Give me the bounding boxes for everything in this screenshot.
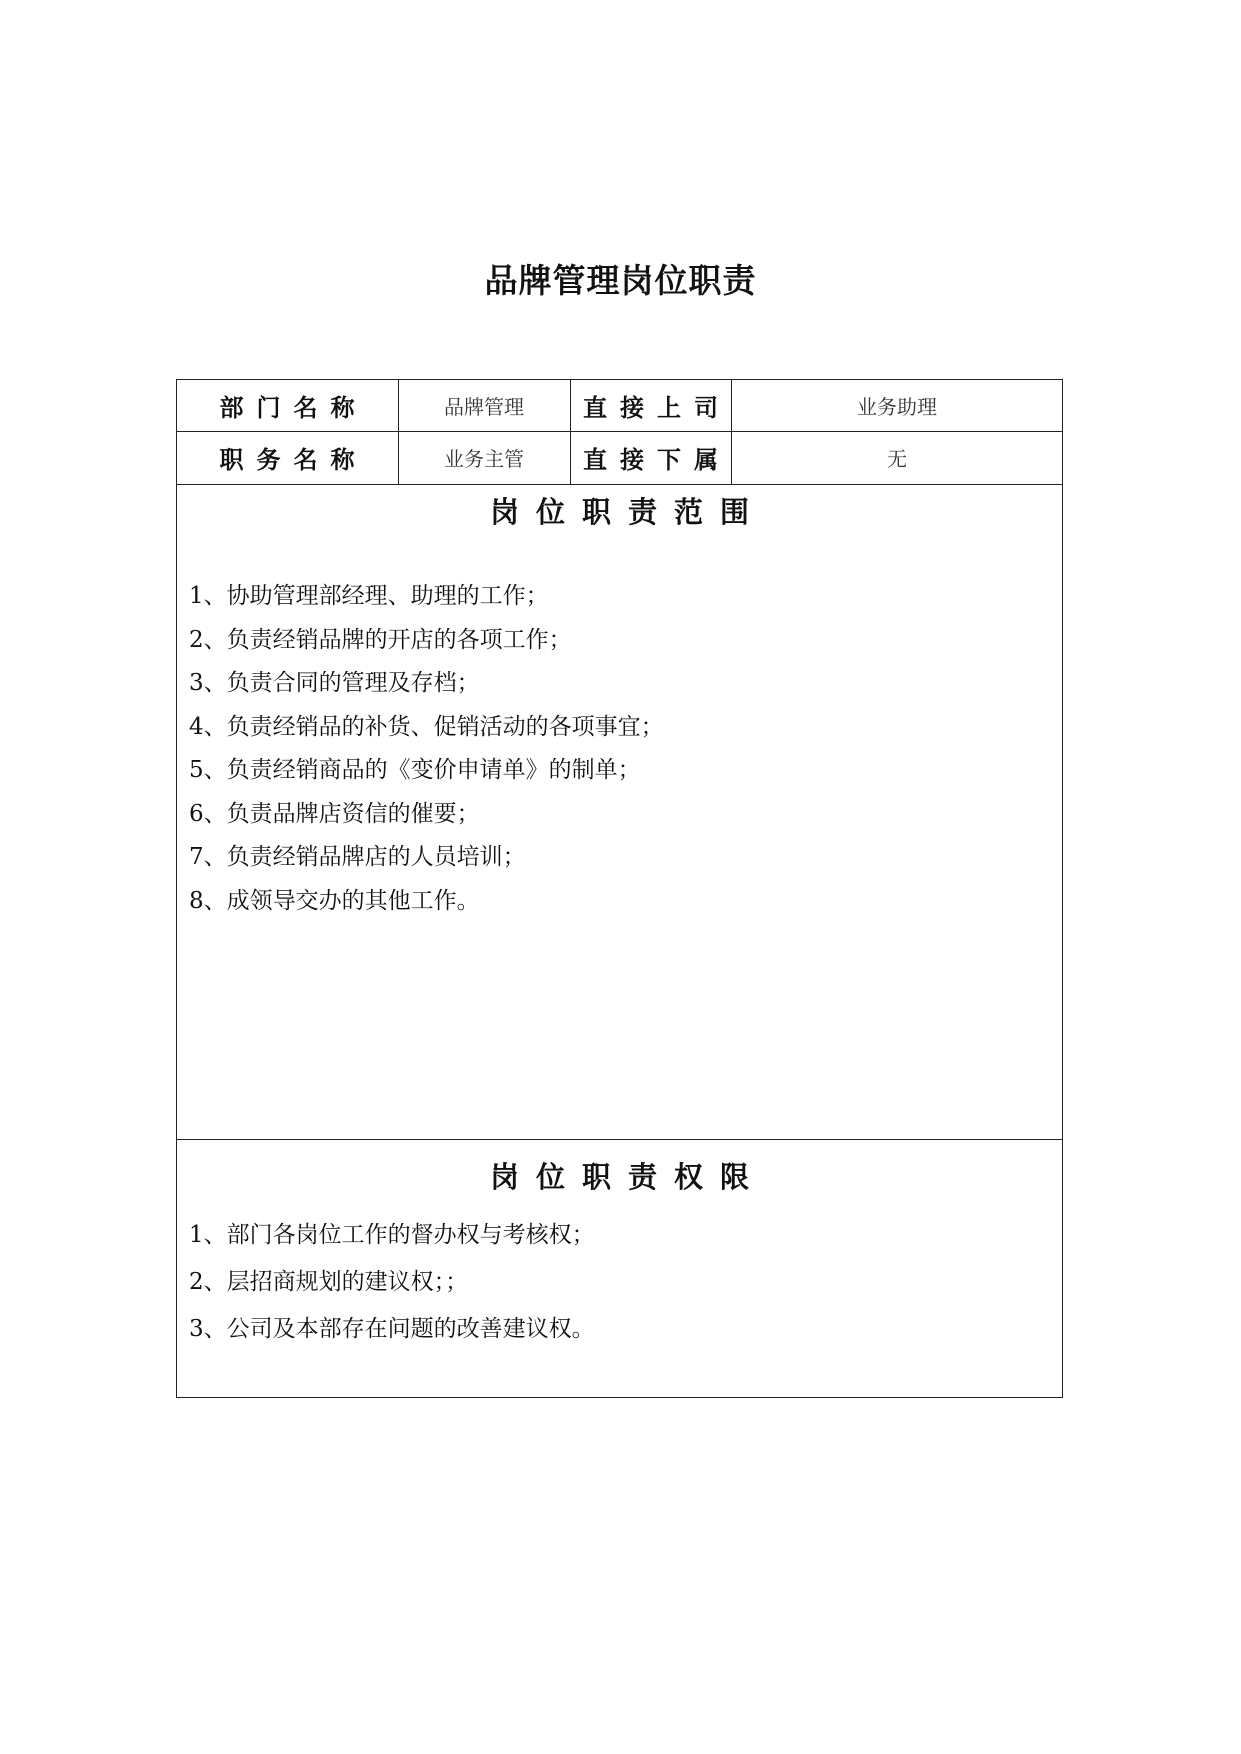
list-item: 4、负责经销品的补货、促销活动的各项事宜； [189,713,664,740]
responsibilities-heading: 岗位职责范围 [489,495,766,529]
direct-subordinate-value: 无 [887,447,907,471]
list-item: 2、层招商规划的建议权；； [189,1269,469,1295]
department-name-value: 品牌管理 [444,394,524,419]
authority-list [189,1212,595,1353]
direct-supervisor-label: 直接上司 [583,393,731,422]
row-divider [176,484,1063,485]
document-title: 品牌管理岗位职责 [484,261,757,300]
list-item: 2、负责经销品牌的开店的各项工作； [189,626,572,653]
list-item: 5、负责经销商品的《变价申请单》的制单； [189,757,641,783]
direct-supervisor-value: 业务助理 [857,394,937,419]
list-item: 1、部门各岗位工作的督办权与考核权； [189,1222,595,1248]
list-item: 7、负责经销品牌店的人员培训； [189,844,526,870]
list-item: 8、成领导交办的其他工作。 [189,887,480,914]
direct-subordinate-label: 直接下属 [583,446,731,474]
section-divider [176,1139,1063,1140]
position-name-value: 业务主管 [444,447,524,471]
authority-heading: 岗位职责权限 [489,1160,766,1194]
responsibilities-list [189,575,664,923]
list-item: 1、协助管理部经理、助理的工作； [189,583,549,609]
list-item: 3、公司及本部存在问题的改善建议权。 [189,1316,595,1342]
list-item: 6、负责品牌店资信的催要； [189,800,480,827]
department-name-label: 部门名称 [219,393,368,422]
list-item: 3、负责合同的管理及存档； [189,670,480,696]
position-name-label: 职务名称 [219,446,368,474]
